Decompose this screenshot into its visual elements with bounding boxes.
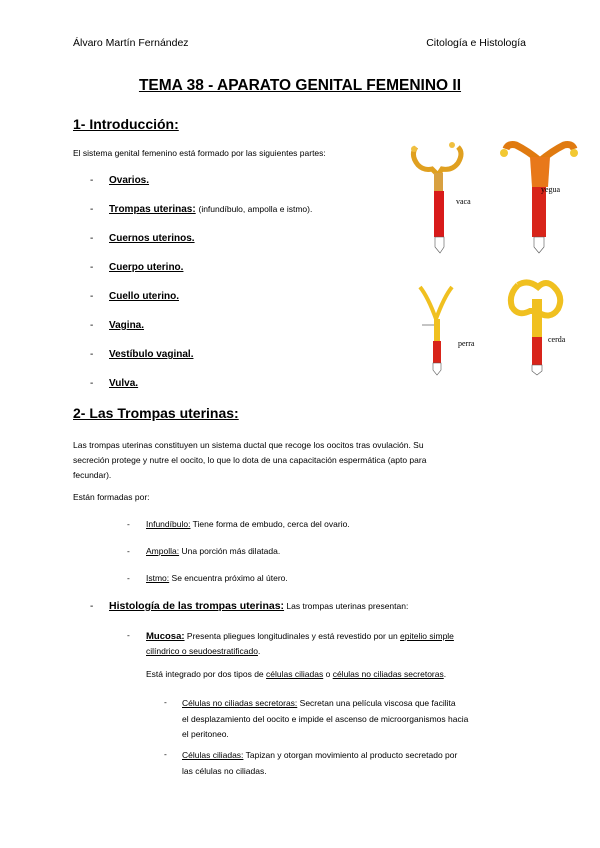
- part-text: Se encuentra próximo al útero.: [171, 573, 288, 583]
- part-text: Una porción más dilatada.: [181, 546, 281, 556]
- para-line: Las trompas uterinas constituyen un sistema ductal que recoge los oocitos tras ovulación. Su: [73, 440, 424, 450]
- integrado-text: [146, 669, 446, 679]
- figure-label-yegua: yegua: [541, 185, 561, 194]
- para-line: secreción protege y nutre el oocito, lo que lo dota de una capacitación espermática (apto para: [73, 455, 427, 465]
- list-item-label: Trompas uterinas:: [109, 204, 196, 215]
- list-item-label: Vagina.: [109, 320, 145, 331]
- mucosa-end: .: [257, 646, 261, 656]
- header-subject: Citología e Histología: [426, 37, 526, 49]
- list-item-label: Ovarios.: [109, 175, 150, 186]
- integrado-pre: Está integrado por dos tipos de: [146, 669, 264, 679]
- list-item: -: [90, 601, 94, 612]
- cell-type-item: [182, 748, 457, 779]
- figure-label-cerda: cerda: [548, 335, 566, 344]
- list-item: [146, 519, 350, 529]
- cell-type-label: Células no ciliadas secretoras:: [182, 698, 298, 708]
- list-item-label: Vestíbulo vaginal.: [109, 349, 194, 360]
- cell-type-text: el peritoneo.: [182, 729, 229, 739]
- list-item: -: [164, 697, 167, 707]
- list-item-label: Cuernos uterinos.: [109, 233, 195, 244]
- integrado-no-ciliadas: células no ciliadas secretoras: [332, 669, 444, 679]
- cell-type-text: el desplazamiento del oocito e impide el ascenso de microorganismos hacia: [182, 713, 469, 724]
- section-2-para2: Están formadas por:: [73, 492, 150, 502]
- list-item-label: Vulva.: [109, 378, 139, 389]
- list-item: [146, 546, 280, 556]
- list-item: -: [127, 573, 130, 583]
- part-label: Ampolla:: [146, 546, 180, 556]
- list-item: -: [127, 546, 130, 556]
- part-label: Infundíbulo:: [146, 519, 191, 529]
- section-2-heading: 2- Las Trompas uterinas:: [73, 405, 239, 421]
- list-item: [146, 573, 288, 583]
- cell-type-item: [182, 696, 468, 743]
- cell-type-text: Tapizan y otorgan movimiento al producto secretado por: [245, 750, 458, 760]
- list-item: -: [127, 630, 130, 640]
- part-text: Tiene forma de embudo, cerca del ovario.: [192, 519, 350, 529]
- list-item: -: [127, 519, 130, 529]
- figure-cerda: [511, 282, 560, 375]
- header-author: Álvaro Martín Fernández: [73, 37, 189, 49]
- mucosa-link-2: cilíndrico o seudoestratificado: [146, 646, 258, 656]
- integrado-mid: o: [325, 669, 331, 679]
- page-title: TEMA 38 - APARATO GENITAL FEMENINO II: [138, 77, 462, 94]
- section-1-intro: El sistema genital femenino está formado por las siguientes partes:: [73, 148, 326, 158]
- mucosa-label: Mucosa:: [146, 631, 185, 642]
- list-item-label: Cuello uterino.: [109, 291, 179, 302]
- histology-text: Las trompas uterinas presentan:: [286, 601, 409, 611]
- figure-yegua: [500, 145, 578, 254]
- uterus-figures: [408, 135, 580, 380]
- section-2-para1: [73, 438, 426, 483]
- mucosa-link-1: epitelio simple: [400, 631, 454, 641]
- mucosa-text: Presenta pliegues longitudinales y está revestido por un: [186, 631, 398, 641]
- figure-label-vaca: vaca: [456, 197, 471, 206]
- cell-type-label: Células ciliadas:: [182, 750, 244, 760]
- mucosa-item: [146, 629, 454, 658]
- figure-vaca: [411, 142, 461, 253]
- para-line: fecundar).: [73, 470, 112, 480]
- cell-type-text: Secretan una película viscosa que facilita: [299, 698, 456, 708]
- list-item-note: (infundíbulo, ampolla e istmo).: [198, 204, 313, 214]
- histology-item: [109, 600, 408, 612]
- cell-type-text: las células no ciliadas.: [182, 765, 267, 776]
- list-item-label: Cuerpo uterino.: [109, 262, 184, 273]
- list-item: -: [164, 749, 167, 759]
- integrado-end: .: [443, 669, 447, 679]
- section-1-heading: 1- Introducción:: [73, 116, 179, 132]
- integrado-ciliadas: células ciliadas: [266, 669, 324, 679]
- figure-label-perra: perra: [458, 339, 475, 348]
- histology-label: Histología de las trompas uterinas:: [109, 600, 285, 612]
- figure-perra: [420, 287, 452, 375]
- part-label: Istmo:: [146, 573, 170, 583]
